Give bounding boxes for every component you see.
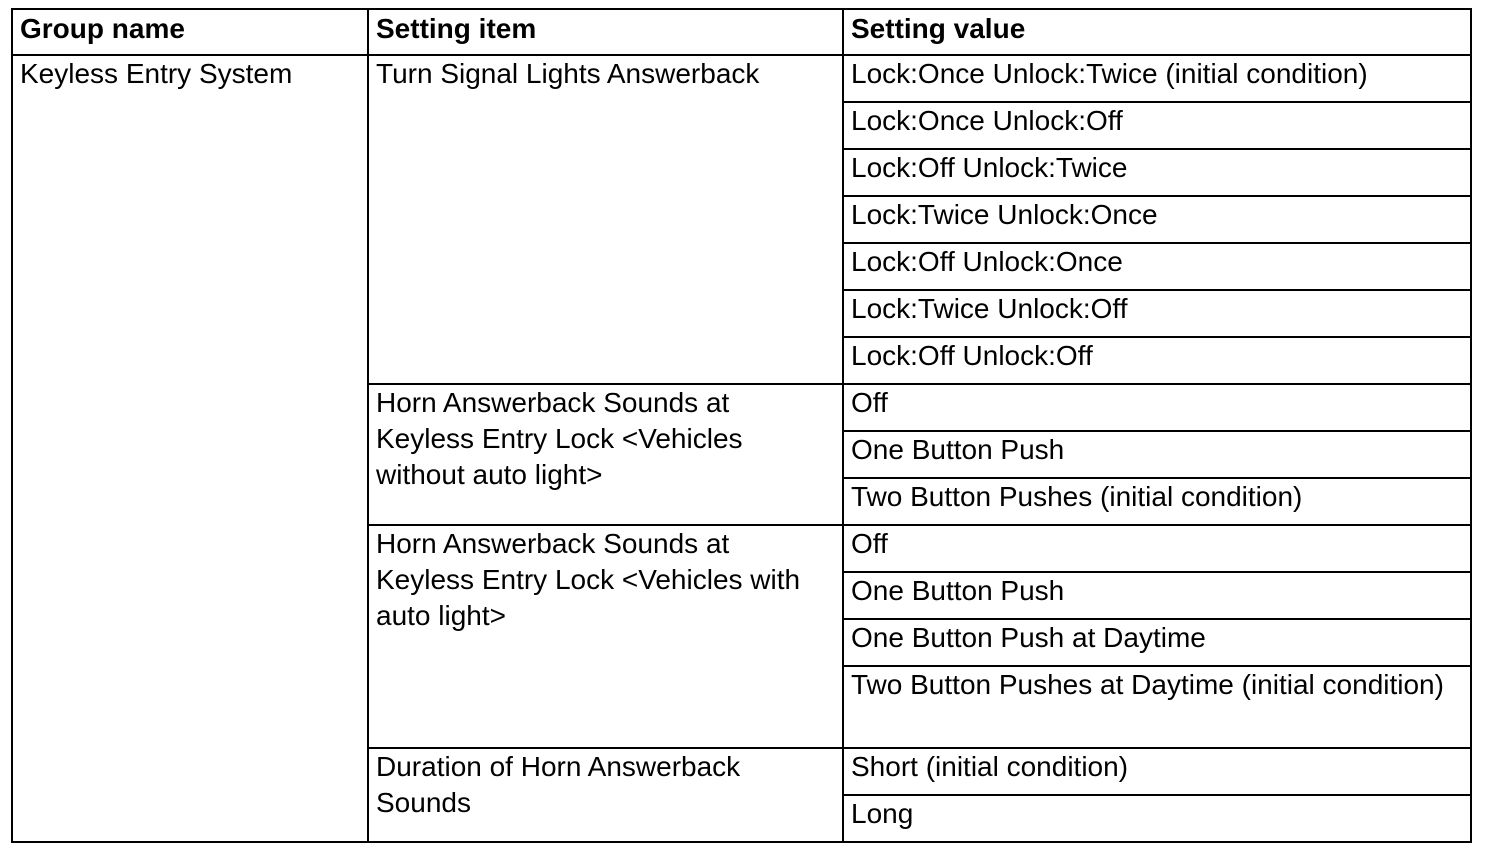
setting-item-cell: Horn Answerback Sounds at Keyless Entry Lock <Vehicles with auto light> bbox=[368, 525, 843, 748]
setting-value-cell: Lock:Twice Unlock:Off bbox=[843, 290, 1471, 337]
header-group-name: Group name bbox=[12, 9, 368, 55]
setting-value-cell: Lock:Off Unlock:Off bbox=[843, 337, 1471, 384]
setting-item-cell: Duration of Horn Answerback Sounds bbox=[368, 748, 843, 842]
setting-value-cell: Lock:Once Unlock:Twice (initial condition) bbox=[843, 55, 1471, 102]
setting-value-cell: Lock:Once Unlock:Off bbox=[843, 102, 1471, 149]
table-row bbox=[12, 55, 1471, 102]
setting-value-cell: Lock:Off Unlock:Twice bbox=[843, 149, 1471, 196]
group-name-cell: Keyless Entry System bbox=[12, 55, 368, 842]
setting-item-cell: Turn Signal Lights Answerback bbox=[368, 55, 843, 384]
header-row bbox=[12, 9, 1471, 55]
header-setting-item: Setting item bbox=[368, 9, 843, 55]
setting-value-cell: Two Button Pushes at Daytime (initial condition) bbox=[843, 666, 1471, 748]
setting-value-cell: Two Button Pushes (initial condition) bbox=[843, 478, 1471, 525]
setting-value-cell: Short (initial condition) bbox=[843, 748, 1471, 795]
setting-value-cell: One Button Push at Daytime bbox=[843, 619, 1471, 666]
table-header bbox=[12, 9, 1471, 55]
setting-value-cell: One Button Push bbox=[843, 431, 1471, 478]
settings-table bbox=[11, 8, 1472, 843]
setting-value-cell: Off bbox=[843, 384, 1471, 431]
setting-value-cell: Lock:Off Unlock:Once bbox=[843, 243, 1471, 290]
setting-value-cell: Off bbox=[843, 525, 1471, 572]
setting-value-cell: Long bbox=[843, 795, 1471, 842]
setting-value-cell: Lock:Twice Unlock:Once bbox=[843, 196, 1471, 243]
table-body bbox=[12, 55, 1471, 842]
header-setting-value: Setting value bbox=[843, 9, 1471, 55]
setting-value-cell: One Button Push bbox=[843, 572, 1471, 619]
setting-item-cell: Horn Answerback Sounds at Keyless Entry Lock <Vehicles without auto light> bbox=[368, 384, 843, 525]
